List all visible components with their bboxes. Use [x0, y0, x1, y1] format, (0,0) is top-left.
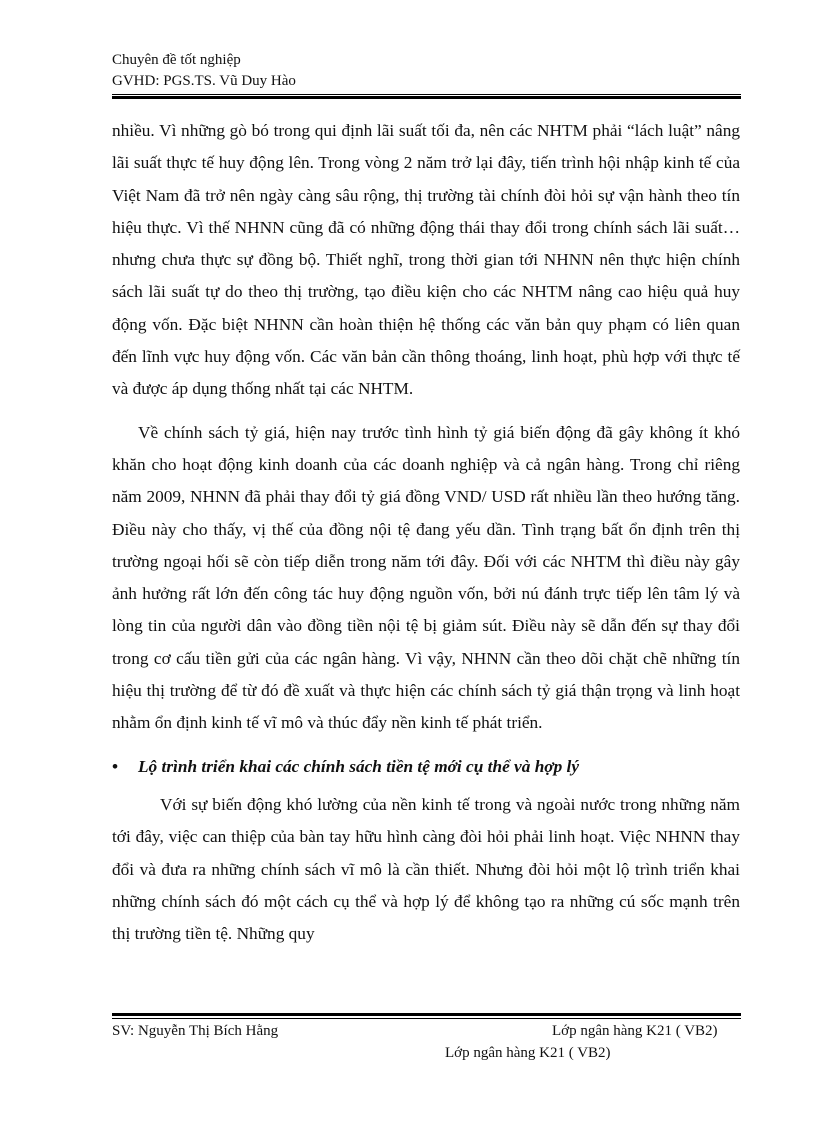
body-paragraph-3: Với sự biến động khó lường của nền kinh tế trong và ngoài nước trong những năm tới đây, việc can thiệp của bàn tay hữu hình càng đòi hỏi phải linh hoạt. Việc NHNN thay đổi và đưa ra những chính sách vĩ mô là cần thiết. Nhưng đòi hỏi một lộ trình triển khai những chính sách đó một cách cụ thể và hợp lý để không tạo ra những cú sốc mạnh trên thị trường tiền tệ. Những quy	[112, 794, 740, 944]
footer-student-name: SV: Nguyễn Thị Bích Hằng	[112, 1023, 279, 1039]
body-paragraph-2: Về chính sách tỷ giá, hiện nay trước tình hình tỷ giá biến động đã gây không ít khó khăn cho hoạt động kinh doanh của các doanh nghiệp và cả ngân hàng. Trong chỉ riêng năm 2009, NHNN đã phải thay đổi tỷ giá đồng VND/ USD rất nhiều lần theo hướng tăng. Điều này cho thấy, vị thế của đồng nội tệ đang yếu dần. Tình trạng bất ổn định trên thị trường ngoại hối sẽ còn tiếp diễn trong năm tới đây. Đối với các NHTM thì điều này gây ảnh hưởng rất lớn đến công tác huy động nguồn vốn, bởi nú đánh trực tiếp lên tâm lý và lòng tin của người dân vào đồng tiền nội tệ bị giảm sút. Điều này sẽ dẫn đến sự thay đổi trong cơ cấu tiền gửi của các ngân hàng. Vì vậy, NHNN cần theo dõi chặt chẽ những tín hiệu thị trường để từ đó đề xuất và thực hiện các chính sách tỷ giá thận trọng và linh hoạt nhằm ổn định kinh tế vĩ mô và thúc đẩy nền kinh tế phát triển.	[112, 422, 740, 733]
footer-rule-thick	[112, 1013, 741, 1016]
header-rule-thick	[112, 96, 741, 99]
section-heading-text: Lộ trình triển khai các chính sách tiền tệ mới cụ thể và hợp lý	[138, 756, 580, 776]
bullet-icon: •	[112, 756, 119, 776]
header-rule-thin	[112, 94, 741, 95]
section-heading	[112, 751, 740, 783]
page-body	[112, 115, 740, 950]
footer-rule-thin	[112, 1018, 741, 1019]
footer-class-below: Lớp ngân hàng K21 ( VB2)	[445, 1045, 611, 1061]
header-supervisor: GVHD: PGS.TS. Vũ Duy Hào	[112, 73, 296, 89]
header-document-type: Chuyên đề tốt nghiệp	[112, 52, 241, 68]
page-header	[112, 50, 296, 92]
body-paragraph-1: nhiều. Vì những gò bó trong qui định lãi suất tối đa, nên các NHTM phải “lách luật” nâng lãi suất thực tế huy động lên. Trong vòng 2 năm trở lại đây, tiến trình hội nhập kinh tế của Việt Nam đã trở nên ngày càng sâu rộng, thị trường tài chính đòi hỏi sự vận hành theo tín hiệu thực. Vì thế NHNN cũng đã có những động thái thay đổi trong chính sách lãi suất… nhưng chưa thực sự đồng bộ. Thiết nghĩ, trong thời gian tới NHNN nên thực hiện chính sách lãi suất tự do theo thị trường, tạo điều kiện cho các NHTM nâng cao hiệu quả huy động vốn. Đặc biệt NHNN cần hoàn thiện hệ thống các văn bản quy phạm có liên quan đến lĩnh vực huy động vốn. Các văn bản cần thông thoáng, linh hoạt, phù hợp với thực tế và được áp dụng thống nhất tại các NHTM.	[112, 121, 740, 399]
footer-class-right: Lớp ngân hàng K21 ( VB2)	[552, 1023, 718, 1039]
